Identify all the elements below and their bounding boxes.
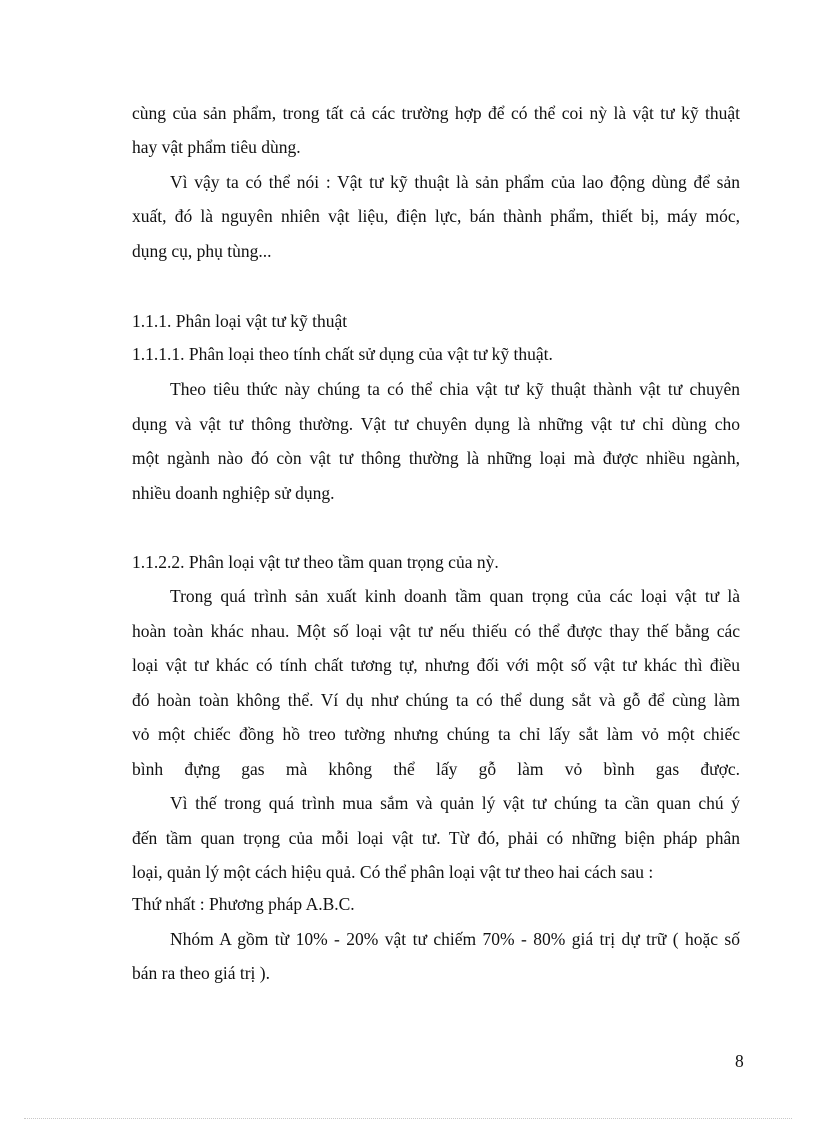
body-line: bán ra theo giá trị ). <box>132 963 271 983</box>
body-line: xuất, đó là nguyên nhiên vật liệu, điện lực, bán thành phẩm, thiết bị, máy móc, <box>132 206 740 226</box>
body-line: loại vật tư khác có tính chất tương tự, nhưng đối với một số vật tư khác thì điều <box>132 655 740 675</box>
page-number: 8 <box>735 1051 744 1071</box>
body-line: hay vật phẩm tiêu dùng. <box>132 137 301 157</box>
body-line: đó hoàn toàn không thể. Ví dụ như chúng ta có thể dung sắt và gỗ để cùng làm <box>132 690 740 710</box>
section-heading: 1.1.1. Phân loại vật tư kỹ thuật <box>132 311 348 331</box>
body-line: cùng của sản phẩm, trong tất cả các trường hợp để có thể coi nỳ là vật tư kỹ thuật <box>132 103 740 123</box>
body-line: Vì thế trong quá trình mua sắm và quản lý vật tư chúng ta cần quan chú ý <box>170 793 740 813</box>
subsection-heading: 1.1.1.1. Phân loại theo tính chất sử dụng của vật tư kỹ thuật. <box>132 344 553 364</box>
body-line: dụng và vật tư thông thường. Vật tư chuyên dụng là những vật tư chỉ dùng cho <box>132 414 740 434</box>
body-line: dụng cụ, phụ tùng... <box>132 241 272 261</box>
body-line: Theo tiêu thức này chúng ta có thể chia vật tư kỹ thuật thành vật tư chuyên <box>170 379 740 399</box>
body-line: một ngành nào đó còn vật tư thông thường là những loại mà được nhiều ngành, <box>132 448 740 468</box>
body-line: hoàn toàn khác nhau. Một số loại vật tư nếu thiếu có thể được thay thế bằng các <box>132 621 740 641</box>
body-line: Nhóm A gồm từ 10% - 20% vật tư chiếm 70% - 80% giá trị dự trữ ( hoặc số <box>170 929 740 949</box>
page-bottom-divider <box>24 1118 792 1119</box>
subsection-heading: 1.1.2.2. Phân loại vật tư theo tầm quan trọng của nỳ. <box>132 552 499 572</box>
body-line: vỏ một chiếc đồng hồ treo tường nhưng chúng ta chỉ lấy sắt làm vỏ một chiếc <box>132 724 740 744</box>
body-line: bình đựng gas mà không thể lấy gỗ làm vỏ bình gas được. <box>132 759 740 779</box>
body-line: Trong quá trình sản xuất kinh doanh tầm quan trọng của các loại vật tư là <box>170 586 740 606</box>
body-line: đến tầm quan trọng của mỗi loại vật tư. Từ đó, phải có những biện pháp phân <box>132 828 740 848</box>
body-line: nhiều doanh nghiệp sử dụng. <box>132 483 335 503</box>
body-line: Thứ nhất : Phương pháp A.B.C. <box>132 894 355 914</box>
body-line: loại, quản lý một cách hiệu quả. Có thể phân loại vật tư theo hai cách sau : <box>132 862 654 882</box>
body-line: Vì vậy ta có thể nói : Vật tư kỹ thuật là sản phẩm của lao động dùng để sản <box>170 172 740 192</box>
